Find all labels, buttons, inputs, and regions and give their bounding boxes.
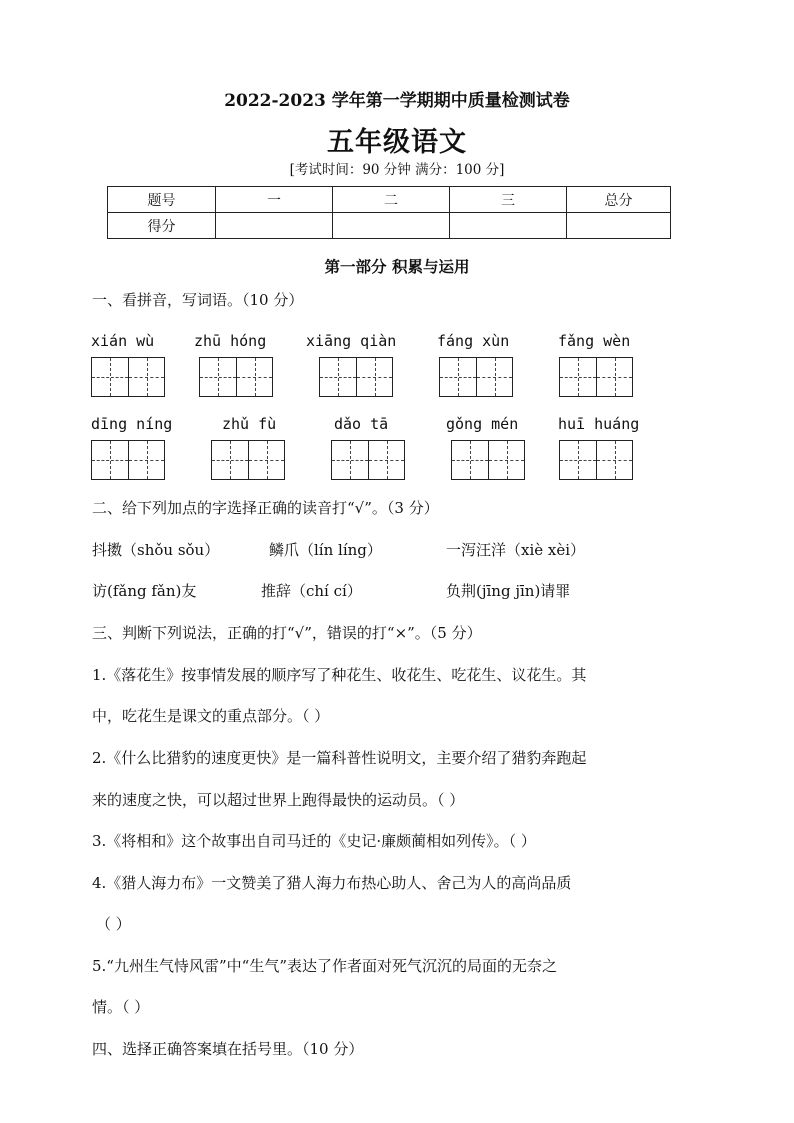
q3-line: 3.《将相和》这个故事出自司马迁的《史记·廉颇蔺相如列传》。（ ） <box>92 832 536 850</box>
q3-line: 2.《什么比猎豹的速度更快》是一篇科普性说明文，主要介绍了猎豹奔跑起 <box>92 749 587 767</box>
pronunciation-item: 抖擞（shǒu sǒu） <box>92 541 220 559</box>
table-cell: 二 <box>333 187 450 213</box>
score-table <box>107 186 671 239</box>
score-cell[interactable] <box>333 213 450 239</box>
pinyin-label: xiāng qiàn <box>306 332 397 350</box>
pronunciation-item: 一泻汪洋（xiè xèi） <box>446 541 586 559</box>
q3-line: 来的速度之快，可以超过世界上跑得最快的运动员。（ ） <box>92 791 465 809</box>
pinyin-label: xián wù <box>91 332 155 350</box>
pinyin-label: dīng níng <box>91 415 173 433</box>
pinyin-label: zhǔ fù <box>222 415 277 433</box>
writing-grid[interactable] <box>451 440 525 480</box>
pronunciation-item: 推辞（chí cí） <box>261 582 362 600</box>
pinyin-label: huī huáng <box>558 415 640 433</box>
q4-heading: 四、选择正确答案填在括号里。（10 分） <box>92 1040 364 1058</box>
score-cell[interactable] <box>567 213 671 239</box>
pinyin-label: zhū hóng <box>194 332 267 350</box>
writing-grid[interactable] <box>559 357 633 397</box>
writing-grid[interactable] <box>439 357 513 397</box>
writing-grid[interactable] <box>199 357 273 397</box>
q3-line: 1.《落花生》按事情发展的顺序写了种花生、收花生、吃花生、议花生。其 <box>92 666 587 684</box>
q2-heading: 二、给下列加点的字选择正确的读音打“√”。（3 分） <box>92 499 439 517</box>
table-cell: 得分 <box>108 213 216 239</box>
writing-grid[interactable] <box>559 440 633 480</box>
writing-grid[interactable] <box>211 440 285 480</box>
q3-line: （ ） <box>96 915 131 933</box>
exam-info: [考试时间：90 分钟 满分：100 分] <box>289 162 505 178</box>
exam-subtitle: 五年级语文 <box>327 127 467 158</box>
score-cell[interactable] <box>450 213 567 239</box>
pinyin-label: dǎo tā <box>334 415 389 433</box>
q3-line: 4.《猎人海力布》一文赞美了猎人海力布热心助人、舍己为人的高尚品质 <box>92 874 572 892</box>
q3-line: 情。（ ） <box>92 998 150 1016</box>
score-table-header-row <box>108 187 671 213</box>
q3-line: 5.“九州生气恃风雷”中“生气”表达了作者面对死气沉沉的局面的无奈之 <box>92 957 557 975</box>
table-cell: 题号 <box>108 187 216 213</box>
pronunciation-item: 访(fǎng fǎn)友 <box>92 582 197 600</box>
pinyin-label: gǒng mén <box>446 415 519 433</box>
table-cell: 一 <box>216 187 333 213</box>
q3-heading: 三、判断下列说法，正确的打“√”，错误的打“×”。（5 分） <box>92 624 482 642</box>
pronunciation-item: 负荆(jīng jīn)请罪 <box>446 582 571 600</box>
table-cell: 三 <box>450 187 567 213</box>
score-cell[interactable] <box>216 213 333 239</box>
exam-title: 2022-2023 学年第一学期期中质量检测试卷 <box>224 91 570 111</box>
writing-grid[interactable] <box>91 357 165 397</box>
pronunciation-item: 鳞爪（lín líng） <box>269 541 382 559</box>
writing-grid[interactable] <box>91 440 165 480</box>
writing-grid[interactable] <box>331 440 405 480</box>
pinyin-label: fǎng wèn <box>558 332 631 350</box>
pinyin-label: fáng xùn <box>437 332 510 350</box>
table-cell: 总分 <box>567 187 671 213</box>
part1-heading: 第一部分 积累与运用 <box>324 257 470 276</box>
q3-line: 中，吃花生是课文的重点部分。（ ） <box>92 707 330 725</box>
writing-grid[interactable] <box>319 357 393 397</box>
q1-heading: 一、看拼音，写词语。（10 分） <box>92 291 304 309</box>
score-table-score-row <box>108 213 671 239</box>
